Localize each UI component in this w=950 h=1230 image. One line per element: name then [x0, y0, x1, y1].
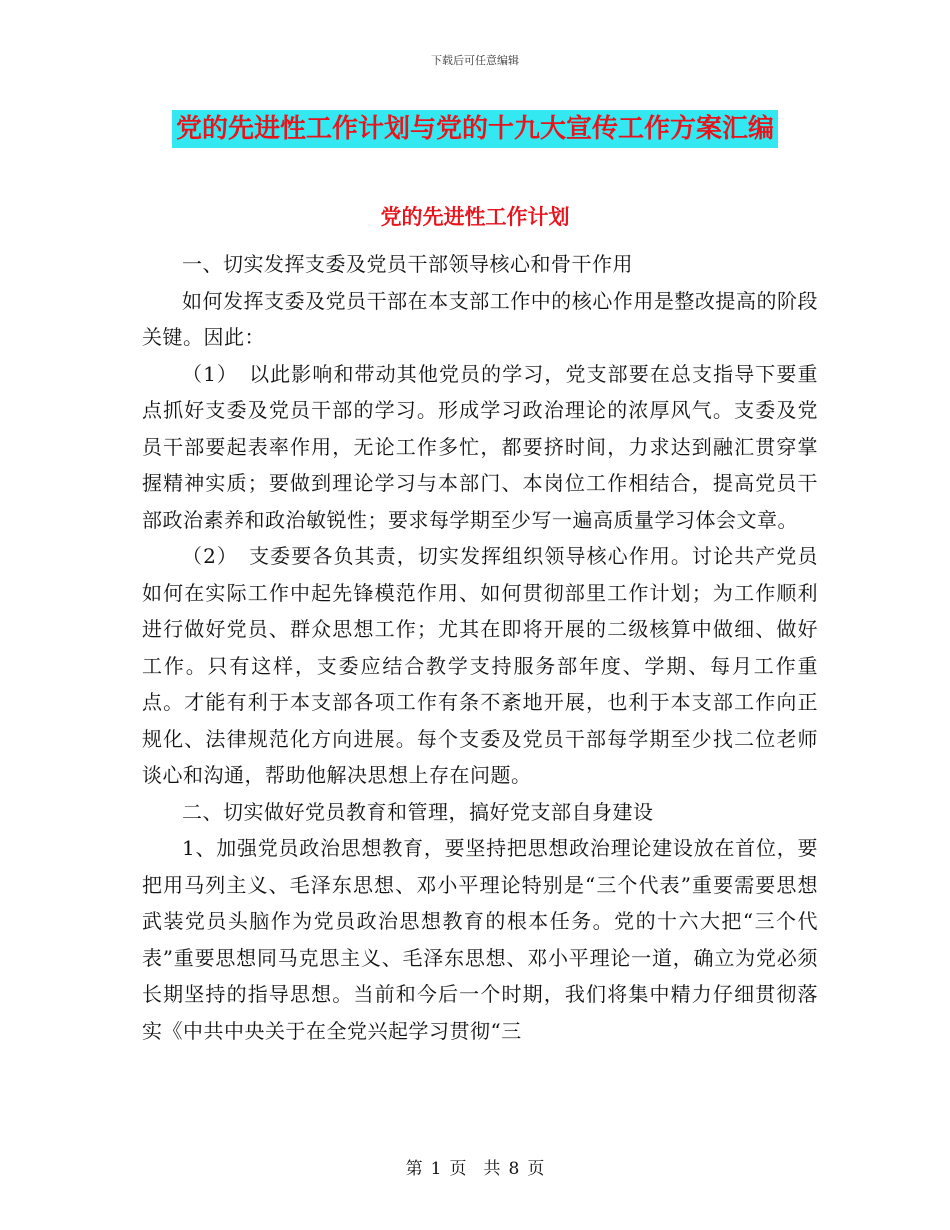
- header-note: 下载后可任意编辑: [431, 54, 519, 67]
- document-body: [142, 246, 818, 1049]
- page-total: 8: [508, 1159, 520, 1179]
- page-suffix: 页: [527, 1159, 545, 1179]
- paragraph: 如何发挥支委及党员干部在本支部工作中的核心作用是整改提高的阶段关键。因此：: [142, 288, 818, 349]
- page-number: 1: [430, 1159, 442, 1179]
- paragraph-item-2: （2） 支委要各负其责，切实发挥组织领导核心作用。讨论共产党员如何在实际工作中起先锋模范作用、如何贯彻部里工作计划；为工作顺利进行做好党员、群众思想工作；尤其在即将开展的二级核算中做细、做好工作。只有这样，支委应结合教学支持服务部年度、学期、每月工作重点。才能有利于本支部各项工作有条不紊地开展，也利于本支部工作向正规化、法律规范化方向进展。每个支委及党员干部每学期至少找二位老师谈心和沟通，帮助他解决思想上存在问题。: [142, 544, 818, 787]
- paragraph-heading-1: 一、切实发挥支委及党员干部领导核心和骨干作用: [182, 252, 633, 276]
- paragraph-item-1: （1） 以此影响和带动其他党员的学习，党支部要在总支指导下要重点抓好支委及党员干部的学习。形成学习政治理论的浓厚风气。支委及党员干部要起表率作用，无论工作多忙，都要挤时间，力求达到融汇贯穿掌握精神实质；要做到理论学习与本部门、本岗位工作相结合，提高党员干部政治素养和政治敏锐性；要求每学期至少写一遍高质量学习体会文章。: [142, 361, 818, 532]
- document-title-wrap: [0, 110, 950, 148]
- paragraph: 1、加强党员政治思想教育，要坚持把思想政治理论建设放在首位，要把用马列主义、毛泽东思想、邓小平理论特别是“三个代表”重要需要思想武装党员头脑作为党员政治思想教育的根本任务。党的十六大把“三个代表”重要思想同马克思主义、毛泽东思想、邓小平理论一道，确立为党必须长期坚持的指导思想。当前和今后一个时期，我们将集中精力仔细贯彻落实《中共中央关于在全党兴起学习贯彻“三: [142, 836, 818, 1043]
- page-footer: [0, 1154, 950, 1179]
- section-title: 党的先进性工作计划: [380, 204, 570, 229]
- page-mid: 页 共: [449, 1159, 501, 1179]
- paragraph-heading-2: 二、切实做好党员教育和管理，搞好党支部自身建设: [182, 799, 654, 824]
- document-title: 党的先进性工作计划与党的十九大宣传工作方案汇编: [172, 110, 778, 148]
- page-prefix: 第: [405, 1159, 423, 1179]
